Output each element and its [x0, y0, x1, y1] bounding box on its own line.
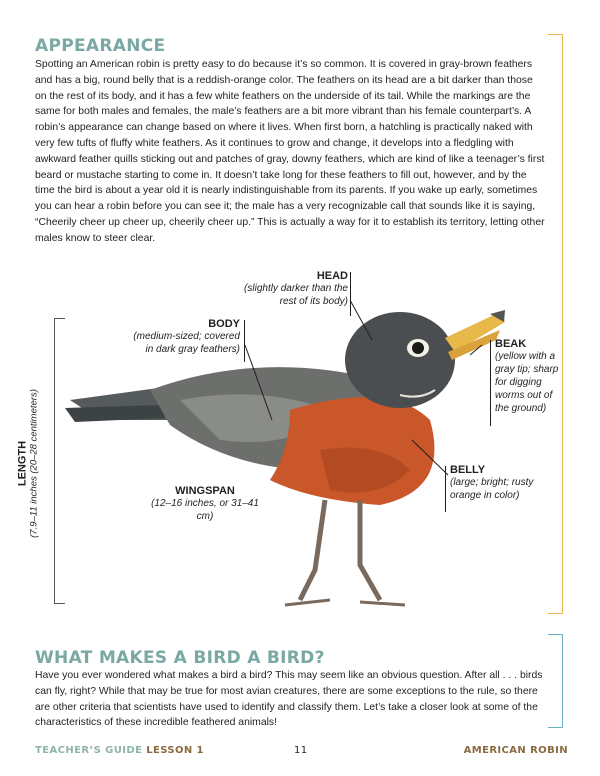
head-desc: (slightly darker than the rest of its body) [244, 283, 348, 307]
footer-lesson: LESSON 1 [146, 745, 204, 756]
length-label [17, 324, 40, 604]
body-title: BODY [208, 318, 240, 330]
head-title: HEAD [316, 270, 348, 282]
bird-section-paragraph [35, 668, 547, 731]
beak-label [495, 338, 560, 415]
wingspan-title: WINGSPAN [175, 485, 235, 497]
bird-section-heading: WHAT MAKES A BIRD A BIRD? [35, 648, 325, 668]
head-label-rule [350, 272, 351, 316]
appearance-heading: APPEARANCE [35, 36, 166, 56]
belly-label [450, 464, 545, 502]
page-number: 11 [294, 745, 308, 756]
length-bracket [54, 318, 65, 604]
footer-title: AMERICAN ROBIN [463, 745, 568, 756]
head-label [240, 270, 348, 308]
belly-title: BELLY [450, 464, 486, 476]
body-label [128, 318, 240, 356]
bird-section-text: Have you ever wondered what makes a bird a bird? This may seem like an obvious question. After all . . . birds can fly, right? While that may be true for most avian creatures, there are some exceptions to the rule, so there are other criteria that scientists have used to identify and classify them. Let’s take a closer look at some of the characteristics of these incredible feathered animals! [35, 670, 543, 729]
beak-desc: (yellow with a gray tip; sharp for digging worms out of the ground) [495, 351, 559, 414]
beak-label-rule [490, 340, 491, 426]
appearance-text: Spotting an American robin is pretty easy to do because it’s so common. It is covered in gray-brown feathers and has a big, round belly that is a reddish-orange color. The feathers on its head are a bit darker than those on the rest of its body, and it has a few white feathers on the underside of its tail. While the markings are the same for both males and females, the male’s feathers are a bit more vibrant than his female counterpart’s. A robin’s appearance can change based on where it lives. When first born, a hatchling is practically naked with very few tufts of fluffy white feathers. As it continues to grow and change, it develops into a fledgling with awkward feather quills sticking out and patches of gray, downy feathers, which are kind of like a teenager’s first beard or mustache starting to come in. It doesn’t take long for these feathers to fill out, however, and by the time the bird is about a year old it is nearly indistinguishable from its parents. If you wake up early, sometimes you can hear a robin before you can see it; the male has a very recognizable call that sounds like it is saying, “Cheerily cheer up cheer up, cheerily cheer up.” This is actually a way for it to establish its territory, letting other males know to steer clear. [35, 59, 545, 244]
length-desc: (7.9–11 inches (20–28 centimeters) [28, 389, 40, 538]
wingspan-desc: (12–16 inches, or 31–41 cm) [151, 498, 259, 522]
belly-label-rule [445, 466, 446, 512]
footer-left [35, 745, 204, 756]
length-title: LENGTH [16, 440, 29, 487]
belly-desc: (large; bright; rusty orange in color) [450, 477, 534, 501]
footer-guide: TEACHER’S GUIDE [35, 745, 143, 756]
beak-title: BEAK [495, 338, 527, 350]
body-desc: (medium-sized; covered in dark gray feathers) [133, 331, 240, 355]
bird-section-bracket [548, 634, 563, 728]
body-label-rule [244, 320, 245, 362]
wingspan-label [150, 485, 260, 523]
